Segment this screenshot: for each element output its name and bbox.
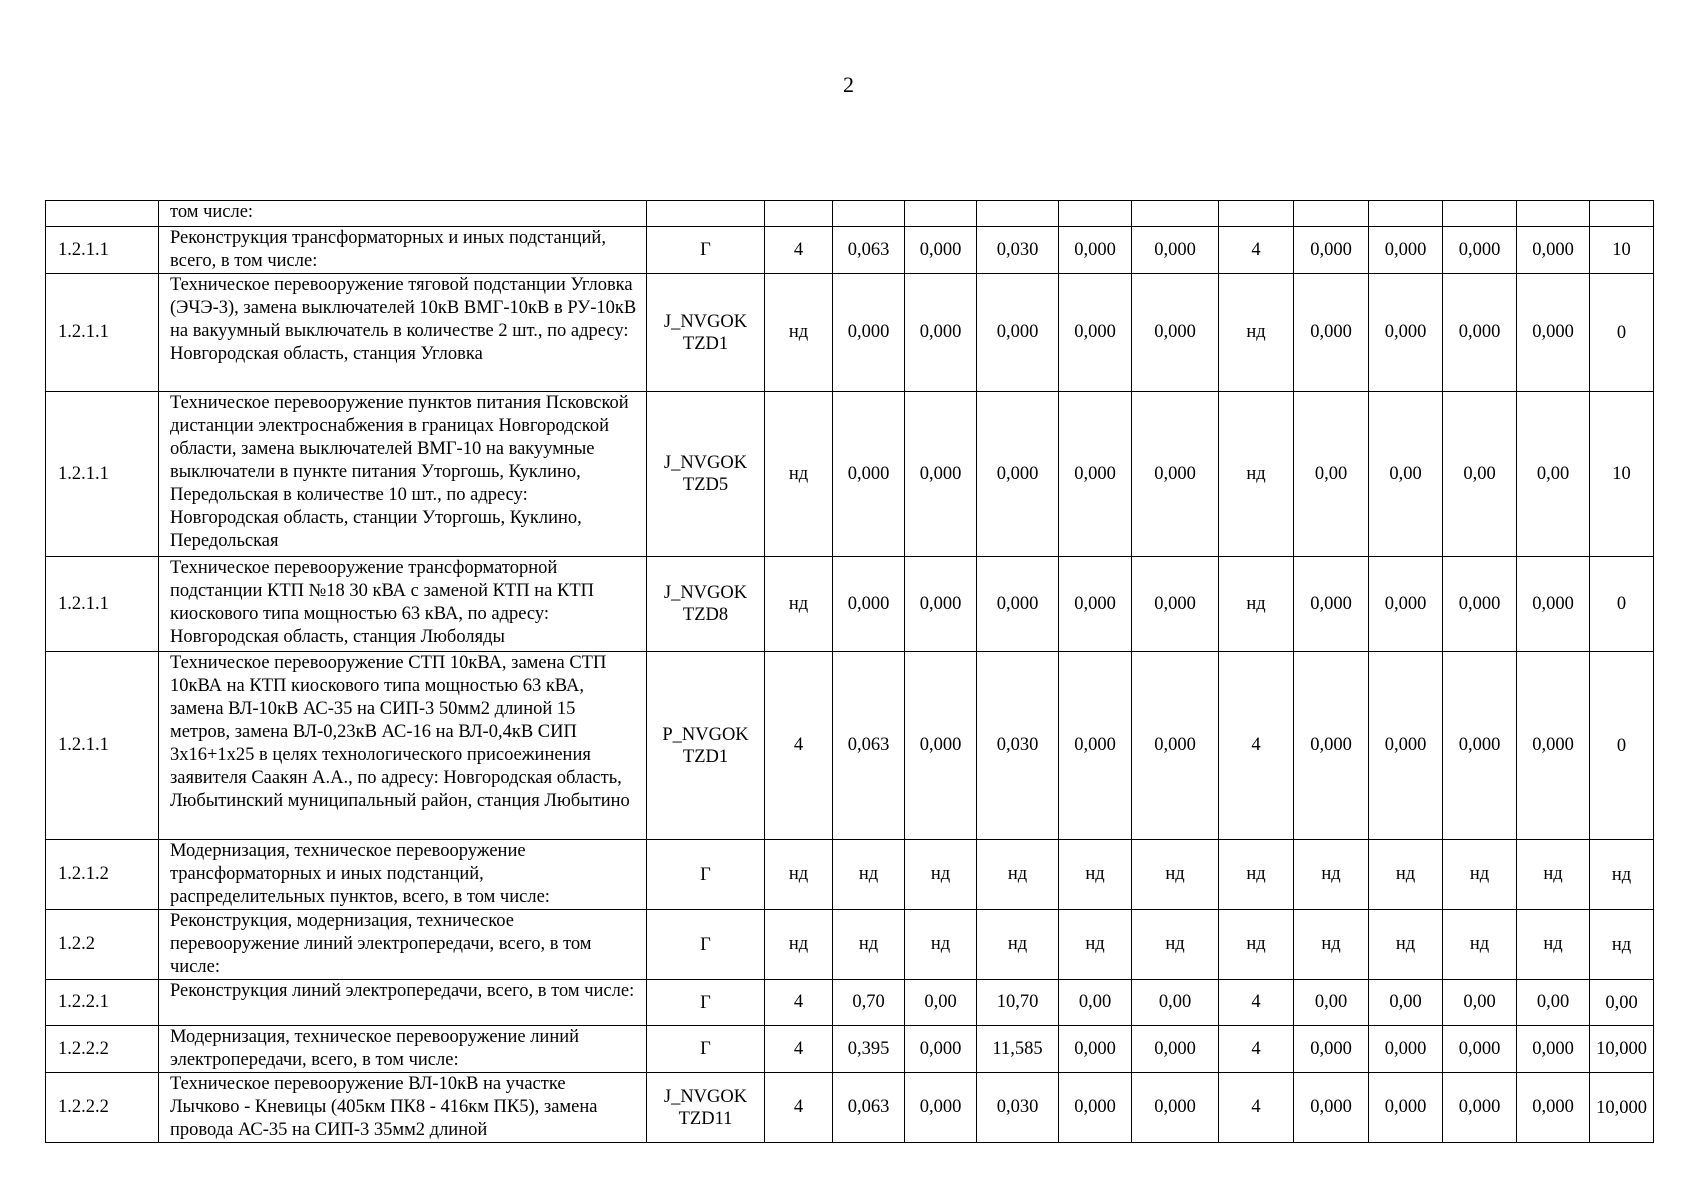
row-value-cell: 0,000 bbox=[1517, 1026, 1590, 1073]
row-value-cell: 0,000 bbox=[833, 557, 905, 652]
row-value-cell: 0,000 bbox=[905, 652, 977, 840]
row-value-cell: 0,000 bbox=[1059, 274, 1132, 392]
row-value-cell: 0 bbox=[1590, 652, 1654, 840]
row-description: Реконструкция линий электропередачи, всего, в том числе: bbox=[159, 980, 647, 1026]
row-value-cell: 0,00 bbox=[1590, 980, 1654, 1026]
row-value-cell: 0,000 bbox=[1369, 227, 1443, 274]
row-value-cell: 0,00 bbox=[1517, 392, 1590, 557]
row-value-cell: 0,000 bbox=[1294, 557, 1369, 652]
row-value-cell: нд bbox=[1219, 910, 1294, 980]
row-value-cell: нд bbox=[1132, 910, 1219, 980]
row-value-cell bbox=[1132, 201, 1219, 227]
row-description: Техническое перевооружение тяговой подстанции Угловка (ЭЧЭ-3), замена выключателей 10кВ ВМГ-10кВ в РУ-10кВ на вакуумный выключатель в количестве 2 шт., по адресу: Новгородская область, станция Угловка bbox=[159, 274, 647, 392]
table-row bbox=[46, 227, 1654, 274]
table-row bbox=[46, 392, 1654, 557]
row-description: Техническое перевооружение пунктов питания Псковской дистанции электроснабжения в границах Новгородской области, замена выключателей ВМГ-10 на вакуумные выключатели в пункте питания Уторгошь, Куклино, Передольская в количестве 10 шт., по адресу: Новгородская область, станции Уторгошь, Куклино, Передольская bbox=[159, 392, 647, 557]
row-value-cell: 0,000 bbox=[1369, 557, 1443, 652]
row-value-cell: 0,000 bbox=[1443, 652, 1517, 840]
row-value-cell: 0,00 bbox=[905, 980, 977, 1026]
row-value-cell bbox=[1059, 201, 1132, 227]
row-value-cell: нд bbox=[1219, 557, 1294, 652]
row-value-cell: нд bbox=[765, 910, 833, 980]
row-value-cell: нд bbox=[765, 840, 833, 910]
row-value-cell: 0,030 bbox=[977, 1073, 1059, 1143]
investment-table bbox=[45, 200, 1654, 1143]
row-value-cell: 0,030 bbox=[977, 652, 1059, 840]
row-code: 1.2.1.1 bbox=[46, 392, 159, 557]
row-value-cell: 0,000 bbox=[1517, 652, 1590, 840]
row-value-cell: 0,000 bbox=[1517, 1073, 1590, 1143]
row-code: 1.2.1.2 bbox=[46, 840, 159, 910]
row-code: 1.2.2.2 bbox=[46, 1026, 159, 1073]
row-value-cell: 4 bbox=[1219, 652, 1294, 840]
page-number: 2 bbox=[843, 72, 854, 97]
row-value-cell: 0,000 bbox=[1294, 227, 1369, 274]
row-identifier: Г bbox=[647, 227, 765, 274]
row-value-cell: 0,000 bbox=[1517, 557, 1590, 652]
table-body bbox=[46, 201, 1654, 1143]
row-value-cell: 0,000 bbox=[977, 274, 1059, 392]
row-value-cell: 0,000 bbox=[1294, 652, 1369, 840]
row-value-cell: нд bbox=[977, 840, 1059, 910]
row-code: 1.2.2 bbox=[46, 910, 159, 980]
row-value-cell: нд bbox=[1132, 840, 1219, 910]
row-value-cell: нд bbox=[1219, 274, 1294, 392]
row-value-cell: 0,000 bbox=[977, 392, 1059, 557]
row-value-cell: 0,000 bbox=[905, 1026, 977, 1073]
row-value-cell: 10 bbox=[1590, 227, 1654, 274]
row-value-cell: 0,00 bbox=[1369, 392, 1443, 557]
row-description: Техническое перевооружение ВЛ-10кВ на участке Лычково - Кневицы (405км ПК8 - 416км ПК5), замена провода АС-35 на СИП-3 35мм2 длиной bbox=[159, 1073, 647, 1143]
table-row bbox=[46, 910, 1654, 980]
row-value-cell: нд bbox=[1059, 910, 1132, 980]
row-value-cell: 0,063 bbox=[833, 652, 905, 840]
row-value-cell: нд bbox=[1059, 840, 1132, 910]
row-code: 1.2.1.1 bbox=[46, 652, 159, 840]
row-description: Реконструкция, модернизация, техническое перевооружение линий электропередачи, всего, в том числе: bbox=[159, 910, 647, 980]
row-value-cell: 0,00 bbox=[1369, 980, 1443, 1026]
row-value-cell: нд bbox=[1590, 910, 1654, 980]
row-value-cell: 0,000 bbox=[1059, 227, 1132, 274]
row-value-cell: 0,063 bbox=[833, 227, 905, 274]
row-value-cell: 0,00 bbox=[1517, 980, 1590, 1026]
row-value-cell: 0,000 bbox=[1059, 392, 1132, 557]
row-value-cell: нд bbox=[833, 840, 905, 910]
row-value-cell: нд bbox=[977, 910, 1059, 980]
row-value-cell: 0,000 bbox=[1517, 274, 1590, 392]
row-value-cell: нд bbox=[765, 557, 833, 652]
row-identifier bbox=[647, 201, 765, 227]
row-value-cell: 0,000 bbox=[905, 392, 977, 557]
row-value-cell: 10,000 bbox=[1590, 1073, 1654, 1143]
row-value-cell bbox=[977, 201, 1059, 227]
row-value-cell: 0,000 bbox=[1059, 1026, 1132, 1073]
row-value-cell: 0,000 bbox=[905, 274, 977, 392]
row-value-cell: 0 bbox=[1590, 274, 1654, 392]
row-value-cell: нд bbox=[905, 840, 977, 910]
row-value-cell bbox=[833, 201, 905, 227]
row-value-cell bbox=[1294, 201, 1369, 227]
row-value-cell: нд bbox=[1443, 840, 1517, 910]
row-value-cell: 0,000 bbox=[1443, 1073, 1517, 1143]
row-value-cell: 0,000 bbox=[905, 557, 977, 652]
row-value-cell: 4 bbox=[765, 1073, 833, 1143]
row-value-cell: 0,063 bbox=[833, 1073, 905, 1143]
row-value-cell: 0,000 bbox=[1132, 227, 1219, 274]
row-description: том числе: bbox=[159, 201, 647, 227]
row-value-cell: 0,00 bbox=[1059, 980, 1132, 1026]
table-row bbox=[46, 980, 1654, 1026]
row-code: 1.2.1.1 bbox=[46, 274, 159, 392]
table-row bbox=[46, 1026, 1654, 1073]
row-value-cell: нд bbox=[1294, 840, 1369, 910]
row-value-cell: 0,395 bbox=[833, 1026, 905, 1073]
row-identifier: Г bbox=[647, 840, 765, 910]
row-value-cell: 0,000 bbox=[1059, 652, 1132, 840]
row-identifier: Г bbox=[647, 980, 765, 1026]
row-value-cell: 0,00 bbox=[1294, 980, 1369, 1026]
row-value-cell: 0,000 bbox=[1132, 274, 1219, 392]
row-value-cell: 0,00 bbox=[1443, 392, 1517, 557]
row-value-cell: 0,000 bbox=[1132, 1073, 1219, 1143]
table-row bbox=[46, 274, 1654, 392]
row-identifier: Г bbox=[647, 1026, 765, 1073]
row-value-cell: нд bbox=[1590, 840, 1654, 910]
row-value-cell: нд bbox=[905, 910, 977, 980]
row-value-cell: 0,000 bbox=[1443, 227, 1517, 274]
row-description: Модернизация, техническое перевооружение линий электропередачи, всего, в том числе: bbox=[159, 1026, 647, 1073]
row-value-cell: нд bbox=[1219, 840, 1294, 910]
row-code: 1.2.1.1 bbox=[46, 227, 159, 274]
row-value-cell: нд bbox=[1294, 910, 1369, 980]
row-value-cell: 0,000 bbox=[1059, 1073, 1132, 1143]
row-description: Техническое перевооружение СТП 10кВА, замена СТП 10кВА на КТП киоскового типа мощностью 63 кВА, замена ВЛ-10кВ АС-35 на СИП-3 50мм2 длиной 15 метров, замена ВЛ-0,23кВ АС-16 на ВЛ-0,4кВ СИП 3х16+1х25 в целях технологического присоежинения заявителя Саакян А.А., по адресу: Новгородская область, Любытинский муниципальный район, станция Любытино bbox=[159, 652, 647, 840]
row-identifier: Г bbox=[647, 910, 765, 980]
row-description: Реконструкция трансформаторных и иных подстанций, всего, в том числе: bbox=[159, 227, 647, 274]
row-value-cell: 0,70 bbox=[833, 980, 905, 1026]
row-value-cell: 4 bbox=[765, 652, 833, 840]
row-value-cell bbox=[765, 201, 833, 227]
row-value-cell: 0,000 bbox=[1294, 1026, 1369, 1073]
row-value-cell: 0,000 bbox=[905, 227, 977, 274]
row-value-cell: 0,000 bbox=[1369, 1073, 1443, 1143]
row-code: 1.2.2.2 bbox=[46, 1073, 159, 1143]
row-value-cell: 0,000 bbox=[1443, 1026, 1517, 1073]
row-value-cell bbox=[1369, 201, 1443, 227]
row-value-cell: нд bbox=[1369, 840, 1443, 910]
row-value-cell: 0,000 bbox=[1059, 557, 1132, 652]
row-value-cell: нд bbox=[833, 910, 905, 980]
row-value-cell: 0,000 bbox=[1443, 274, 1517, 392]
row-value-cell: 0,00 bbox=[1132, 980, 1219, 1026]
row-value-cell: 4 bbox=[765, 1026, 833, 1073]
row-value-cell: 10,70 bbox=[977, 980, 1059, 1026]
row-value-cell bbox=[1443, 201, 1517, 227]
table-row bbox=[46, 840, 1654, 910]
row-value-cell: нд bbox=[1369, 910, 1443, 980]
row-value-cell: 0,000 bbox=[1132, 392, 1219, 557]
row-identifier: P_NVGOK TZD1 bbox=[647, 652, 765, 840]
row-value-cell: 10,000 bbox=[1590, 1026, 1654, 1073]
row-value-cell bbox=[1590, 201, 1654, 227]
row-value-cell: 4 bbox=[1219, 227, 1294, 274]
row-value-cell: 0,00 bbox=[1294, 392, 1369, 557]
row-value-cell: 0,000 bbox=[1294, 274, 1369, 392]
row-value-cell: 0,000 bbox=[1369, 274, 1443, 392]
row-value-cell: 0,000 bbox=[1517, 227, 1590, 274]
row-value-cell: нд bbox=[1517, 910, 1590, 980]
row-value-cell bbox=[1219, 201, 1294, 227]
row-value-cell: 0,000 bbox=[1294, 1073, 1369, 1143]
row-value-cell: 0,00 bbox=[1443, 980, 1517, 1026]
row-value-cell: 0,000 bbox=[1369, 652, 1443, 840]
row-value-cell: 0 bbox=[1590, 557, 1654, 652]
row-identifier: J_NVGOK TZD5 bbox=[647, 392, 765, 557]
row-value-cell: 4 bbox=[1219, 1073, 1294, 1143]
row-value-cell: 0,000 bbox=[905, 1073, 977, 1143]
row-value-cell: 0,000 bbox=[833, 392, 905, 557]
row-description: Техническое перевооружение трансформаторной подстанции КТП №18 30 кВА с заменой КТП на КТП киоскового типа мощностью 63 кВА, по адресу: Новгородская область, станция Люболяды bbox=[159, 557, 647, 652]
row-value-cell: 10 bbox=[1590, 392, 1654, 557]
row-value-cell: 0,000 bbox=[1443, 557, 1517, 652]
table-row bbox=[46, 201, 1654, 227]
row-code: 1.2.2.1 bbox=[46, 980, 159, 1026]
row-value-cell: нд bbox=[1443, 910, 1517, 980]
row-value-cell: нд bbox=[765, 392, 833, 557]
row-value-cell: 11,585 bbox=[977, 1026, 1059, 1073]
row-value-cell: нд bbox=[1219, 392, 1294, 557]
row-value-cell: 0,000 bbox=[833, 274, 905, 392]
table-row bbox=[46, 557, 1654, 652]
row-value-cell: 0,000 bbox=[1132, 652, 1219, 840]
table-row bbox=[46, 1073, 1654, 1143]
row-code: 1.2.1.1 bbox=[46, 557, 159, 652]
row-value-cell: 0,000 bbox=[1369, 1026, 1443, 1073]
row-identifier: J_NVGOK TZD11 bbox=[647, 1073, 765, 1143]
row-value-cell: нд bbox=[1517, 840, 1590, 910]
row-value-cell: 0,000 bbox=[1132, 1026, 1219, 1073]
row-value-cell bbox=[1517, 201, 1590, 227]
row-value-cell: 0,000 bbox=[977, 557, 1059, 652]
row-value-cell bbox=[905, 201, 977, 227]
row-code bbox=[46, 201, 159, 227]
row-description: Модернизация, техническое перевооружение трансформаторных и иных подстанций, распределительных пунктов, всего, в том числе: bbox=[159, 840, 647, 910]
row-value-cell: 4 bbox=[1219, 1026, 1294, 1073]
row-identifier: J_NVGOK TZD8 bbox=[647, 557, 765, 652]
row-value-cell: нд bbox=[765, 274, 833, 392]
row-value-cell: 0,030 bbox=[977, 227, 1059, 274]
row-value-cell: 4 bbox=[765, 227, 833, 274]
row-value-cell: 4 bbox=[1219, 980, 1294, 1026]
row-value-cell: 4 bbox=[765, 980, 833, 1026]
table-row bbox=[46, 652, 1654, 840]
row-value-cell: 0,000 bbox=[1132, 557, 1219, 652]
row-identifier: J_NVGOK TZD1 bbox=[647, 274, 765, 392]
